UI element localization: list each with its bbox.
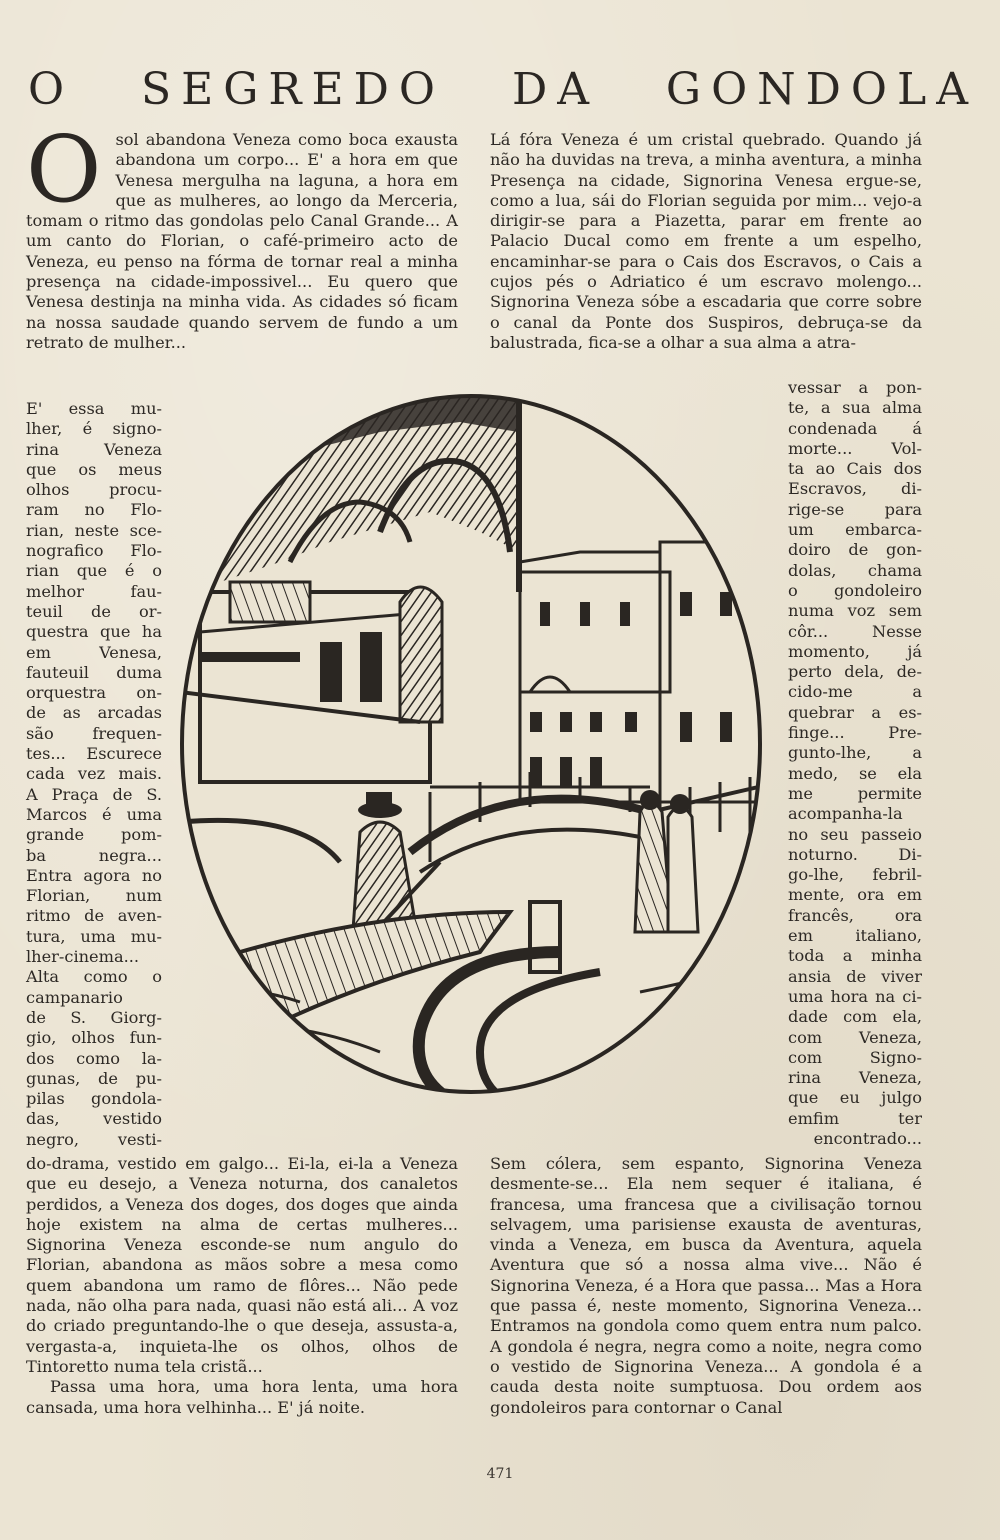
- text-line: quebrar a es-: [788, 702, 922, 722]
- left-column-intro: [26, 116, 458, 353]
- text-line: momento, já: [788, 641, 922, 661]
- right-column-intro: [490, 130, 922, 353]
- text-line: francês, ora: [788, 905, 922, 925]
- text-line: vessar a pon-: [788, 378, 922, 397]
- article-title: [28, 62, 978, 118]
- text-line: no seu passeio: [788, 824, 922, 844]
- text-line: melhor fau-: [26, 581, 162, 601]
- paragraph: do-drama, vestido em galgo... Ei-la, ei-la a Veneza que eu desejo, a Veneza noturna, dos canaletos perdidos, a Veneza dos doges, dos doges que ainda hoje existem na alma de certas mulheres... Signorina Veneza esconde-se num angulo do Florian, abandona as mãos sobre a mesa como quem abandona um ramo de flôres... Não pede nada, não olha para nada, quasi não está ali... A voz do criado preguntando-lhe o que deseja, assusta-a, vergasta-a, inquieta-lhe os olhos, olhos de Tintoretto numa tela cristã...: [26, 1154, 458, 1376]
- text-line: gunto-lhe, a: [788, 743, 922, 763]
- title-word: SEGREDO: [141, 64, 446, 115]
- text-line: olhos procu-: [26, 480, 162, 500]
- right-narrow-column: [788, 378, 922, 1149]
- text-line: lher-cinema...: [26, 947, 140, 967]
- text-line: ritmo de aven-: [26, 906, 162, 926]
- text-line: questra que ha: [26, 622, 162, 642]
- text-line: mente, ora em: [788, 885, 922, 905]
- illustration-scene: [180, 392, 780, 1112]
- page-number: 471: [486, 1466, 514, 1482]
- text-line: das, vestido: [26, 1109, 162, 1129]
- text-line: medo, se ela: [788, 763, 922, 783]
- text-line: em Venesa,: [26, 642, 162, 662]
- text-line: condenada á: [788, 418, 922, 438]
- text-line: pilas gondola-: [26, 1089, 162, 1109]
- text-line: doiro de gon-: [788, 540, 922, 560]
- text-line: noturno. Di-: [788, 844, 922, 864]
- text-line: rian que é o: [26, 561, 162, 581]
- text-line: E' essa mu-: [26, 399, 162, 418]
- text-line: ta ao Cais dos: [788, 459, 922, 479]
- text-line: rian, neste sce-: [26, 520, 162, 540]
- text-line: em italiano,: [788, 926, 922, 946]
- drop-cap: O: [26, 116, 102, 223]
- text-line: que os meus: [26, 459, 162, 479]
- title-word: O: [28, 64, 75, 115]
- right-column-bottom: [490, 1154, 922, 1418]
- text-line: côr... Nesse: [788, 621, 922, 641]
- text-line: ansia de viver: [788, 966, 922, 986]
- text-line: Marcos é uma: [26, 804, 162, 824]
- text-line: que eu julgo: [788, 1088, 922, 1108]
- venice-oval-illustration: [180, 392, 780, 1112]
- text-line: toda a minha: [788, 946, 922, 966]
- text-line: de as arcadas: [26, 703, 162, 723]
- text-line: numa voz sem: [788, 601, 922, 621]
- paragraph: sol abandona Veneza como boca exausta abandona um corpo... E' a hora em que Venesa mergulha na laguna, a hora em que as mulheres, ao longo da Merceria, tomam o ritmo das gondolas pelo Canal Grande... A um canto do Florian, o café-primeiro acto de Veneza, eu penso na fórma de tornar real a minha presença na cidade-impossivel... Eu quero que Venesa destinja na minha vida. As cidades só ficam na nossa saudade quando servem de fundo a um retrato de mulher...: [26, 130, 458, 352]
- paragraph: Sem cólera, sem espanto, Signorina Veneza desmente-se... Ela nem sequer é italiana, é francesa, uma francesa que a civilisação tornou selvagem, uma parisiense exausta de aventuras, vinda a Veneza, em busca da Aventura, aquela Aventura que só a nossa alma vive... Não é Signorina Veneza, é a Hora que passa... Mas a Hora que passa é, neste momento, Signorina Veneza... Entramos na gondola como quem entra num palco. A gondola é negra, negra como a noite, negra como o vestido de Signorina Veneza... A gondola é a cauda desta noite sumptuosa. Dou ordem aos gondoleiros para contornar o Canal: [490, 1154, 922, 1417]
- paragraph: Lá fóra Veneza é um cristal quebrado. Quando já não ha duvidas na treva, a minha aventura, a minha Presença na cidade, Signorina Venesa ergue-se, como a lua, sái do Florian seguida por mim... vejo-a dirigir-se para a Piazetta, parar em frente ao Palacio Ducal como em frente a um espelho, encaminhar-se para o Cais dos Escravos, o Cais a cujos pés o Adriatico é um escravo molengo... Signorina Veneza sóbe a escadaria que corre sobre o canal da Ponte dos Suspiros, debruça-se da balustrada, fica-se a olhar a sua alma a atra-: [490, 130, 922, 352]
- text-line: tes... Escurece: [26, 744, 162, 764]
- text-line: Escravos, di-: [788, 479, 922, 499]
- text-line: perto dela, de-: [788, 662, 922, 682]
- text-line: ram no Flo-: [26, 500, 162, 520]
- left-column-bottom: [26, 1154, 458, 1418]
- text-line: emfim ter: [788, 1108, 922, 1128]
- text-line: me permite: [788, 783, 922, 803]
- text-line: grande pom-: [26, 825, 162, 845]
- text-line: uma hora na ci-: [788, 986, 922, 1006]
- text-line: acompanha-la: [788, 804, 903, 824]
- text-line: te, a sua alma: [788, 398, 922, 418]
- text-line: A Praça de S.: [26, 784, 162, 804]
- text-line: dolas, chama: [788, 560, 922, 580]
- text-line: fauteuil duma: [26, 662, 162, 682]
- left-narrow-column: [26, 399, 162, 1150]
- text-line: morte... Vol-: [788, 438, 922, 458]
- text-line: finge... Pre-: [788, 723, 922, 743]
- text-line: dade com ela,: [788, 1007, 922, 1027]
- text-line: rina Veneza: [26, 439, 162, 459]
- text-line: com Signo-: [788, 1047, 922, 1067]
- text-line: rige-se para: [788, 499, 922, 519]
- text-line: ba negra...: [26, 845, 162, 865]
- title-word: GONDOLA: [665, 64, 978, 115]
- text-line: tura, uma mu-: [26, 926, 162, 946]
- text-line: teuil de or-: [26, 601, 162, 621]
- text-line: encontrado...: [813, 1128, 922, 1148]
- text-line: gunas, de pu-: [26, 1068, 162, 1088]
- text-line: cido-me a: [788, 682, 922, 702]
- text-line: são frequen-: [26, 723, 162, 743]
- text-line: dos como la-: [26, 1048, 162, 1068]
- text-line: go-lhe, febril-: [788, 865, 922, 885]
- text-line: nografico Flo-: [26, 541, 162, 561]
- text-line: Florian, num: [26, 886, 162, 906]
- text-line: campanario: [26, 987, 123, 1007]
- text-line: com Veneza,: [788, 1027, 922, 1047]
- text-line: de S. Giorg-: [26, 1007, 162, 1027]
- text-line: rina Veneza,: [788, 1068, 922, 1088]
- text-line: cada vez mais.: [26, 764, 162, 784]
- text-line: orquestra on-: [26, 683, 162, 703]
- text-line: negro, vesti-: [26, 1129, 162, 1149]
- text-line: o gondoleiro: [788, 580, 922, 600]
- text-line: um embarca-: [788, 520, 922, 540]
- text-line: lher, é signo-: [26, 419, 162, 439]
- text-line: Alta como o: [26, 967, 162, 987]
- title-word: DA: [511, 64, 599, 115]
- paragraph: Passa uma hora, uma hora lenta, uma hora cansada, uma hora velhinha... E' já noite.: [26, 1377, 458, 1417]
- text-line: Entra agora no: [26, 865, 162, 885]
- text-line: gio, olhos fun-: [26, 1028, 162, 1048]
